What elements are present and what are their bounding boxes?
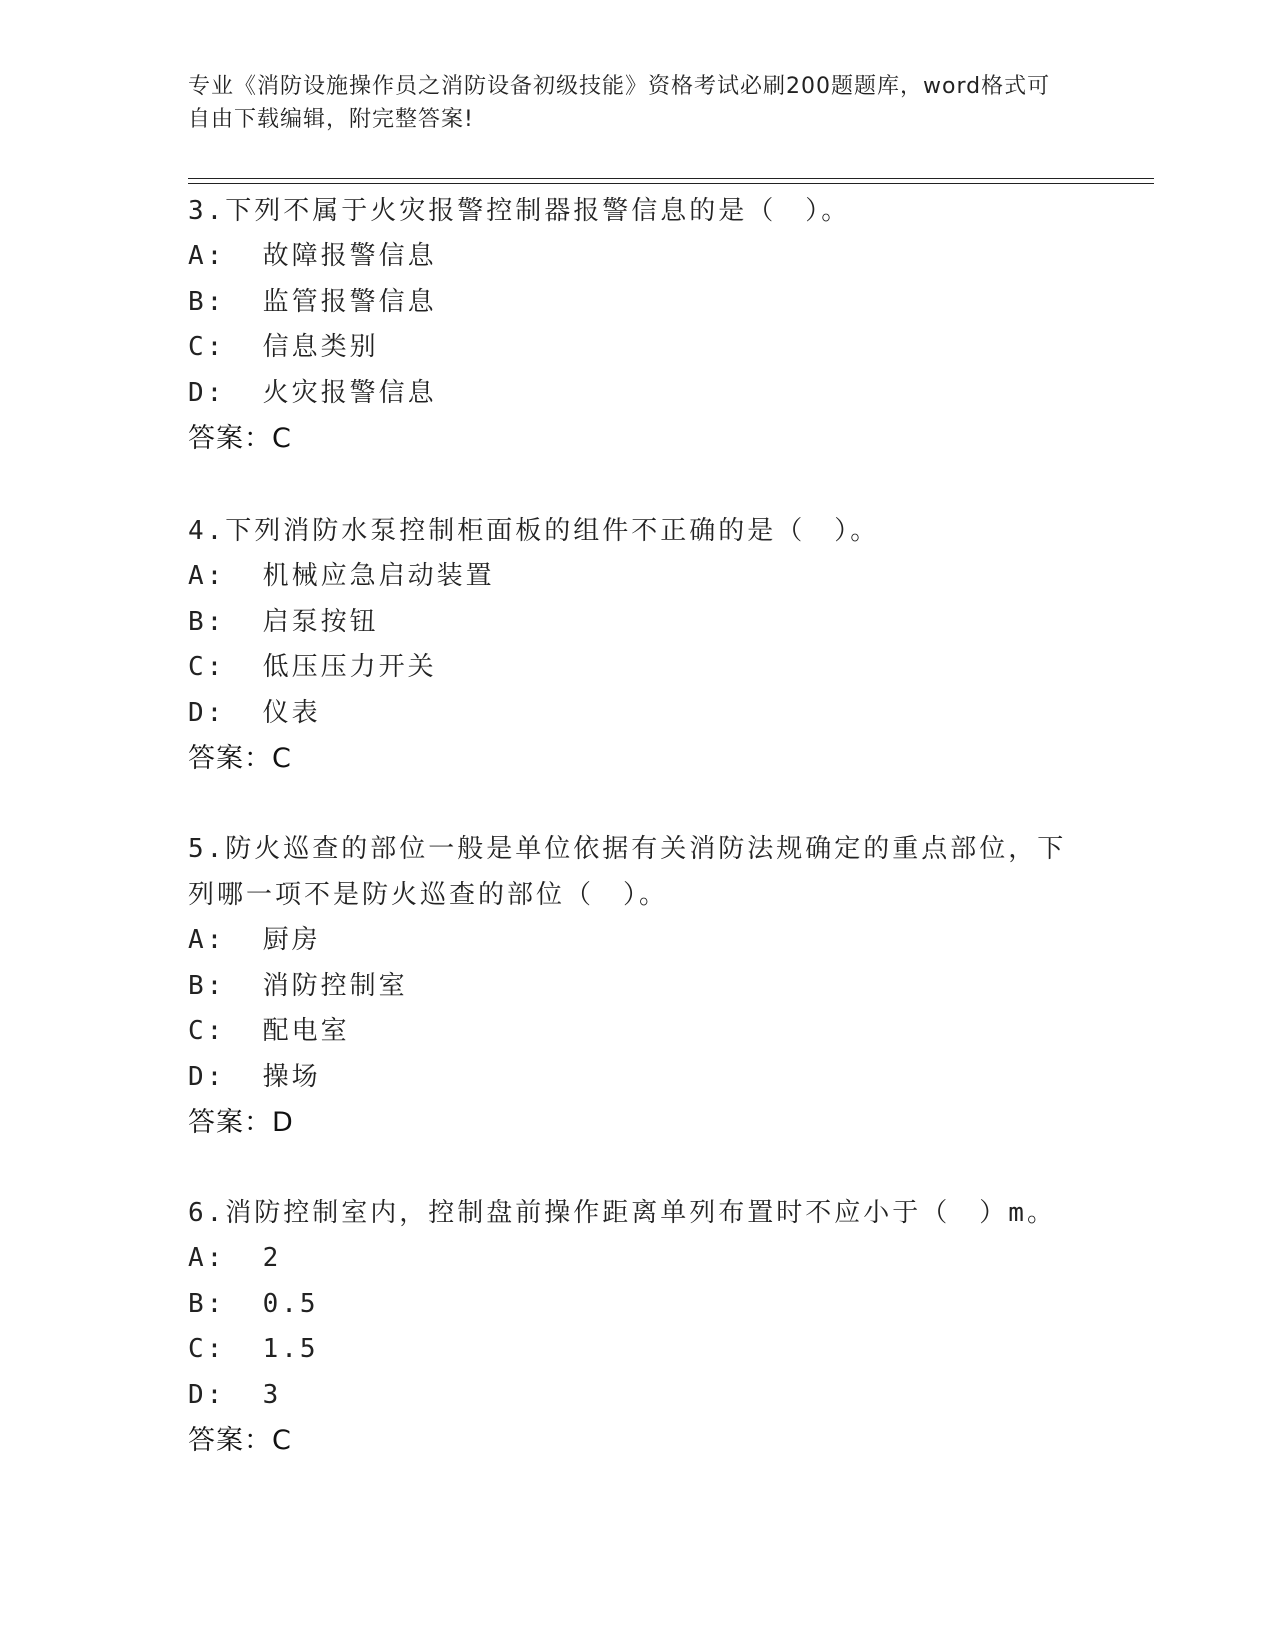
option-b: B: 启泵按钮 [188, 606, 379, 637]
answer: 答案：D [188, 1107, 294, 1138]
option-a: A: 2 [188, 1243, 282, 1273]
option-a: A: 机械应急启动装置 [188, 561, 495, 591]
option-d: D: 火灾报警信息 [188, 377, 437, 408]
header-divider-top [188, 178, 1154, 179]
question-stem: 6.消防控制室内，控制盘前操作距离单列布置时不应小于（ ）m。 [188, 1198, 1056, 1228]
question-6 [188, 1190, 1068, 1464]
question-4 [188, 508, 1068, 782]
option-d: D: 3 [188, 1379, 282, 1410]
option-b: B: 监管报警信息 [188, 286, 437, 317]
question-stem: 3.下列不属于火灾报警控制器报警信息的是（ ）。 [188, 196, 851, 226]
header-divider-bottom [188, 183, 1154, 184]
option-c: C: 低压压力开关 [188, 652, 437, 682]
option-d: D: 操场 [188, 1061, 321, 1092]
answer: 答案：C [188, 423, 292, 454]
question-5 [188, 826, 1068, 1146]
question-stem: 5.防火巡查的部位一般是单位依据有关消防法规确定的重点部位，下列哪一项不是防火巡查的部位（ ）。 [188, 834, 1067, 910]
option-c: C: 1.5 [188, 1334, 319, 1364]
option-a: A: 故障报警信息 [188, 241, 437, 271]
question-stem: 4.下列消防水泵控制柜面板的组件不正确的是（ ）。 [188, 516, 880, 546]
option-a: A: 厨房 [188, 925, 321, 955]
option-b: B: 消防控制室 [188, 970, 408, 1001]
question-3 [188, 188, 1068, 462]
option-c: C: 配电室 [188, 1016, 350, 1046]
document-header: 专业《消防设施操作员之消防设备初级技能》资格考试必刷200题题库，word格式可自由下载编辑，附完整答案! [188, 74, 1051, 132]
option-c: C: 信息类别 [188, 332, 379, 362]
option-b: B: 0.5 [188, 1288, 319, 1319]
option-d: D: 仪表 [188, 697, 321, 728]
answer: 答案：C [188, 1425, 292, 1456]
answer: 答案：C [188, 743, 292, 774]
